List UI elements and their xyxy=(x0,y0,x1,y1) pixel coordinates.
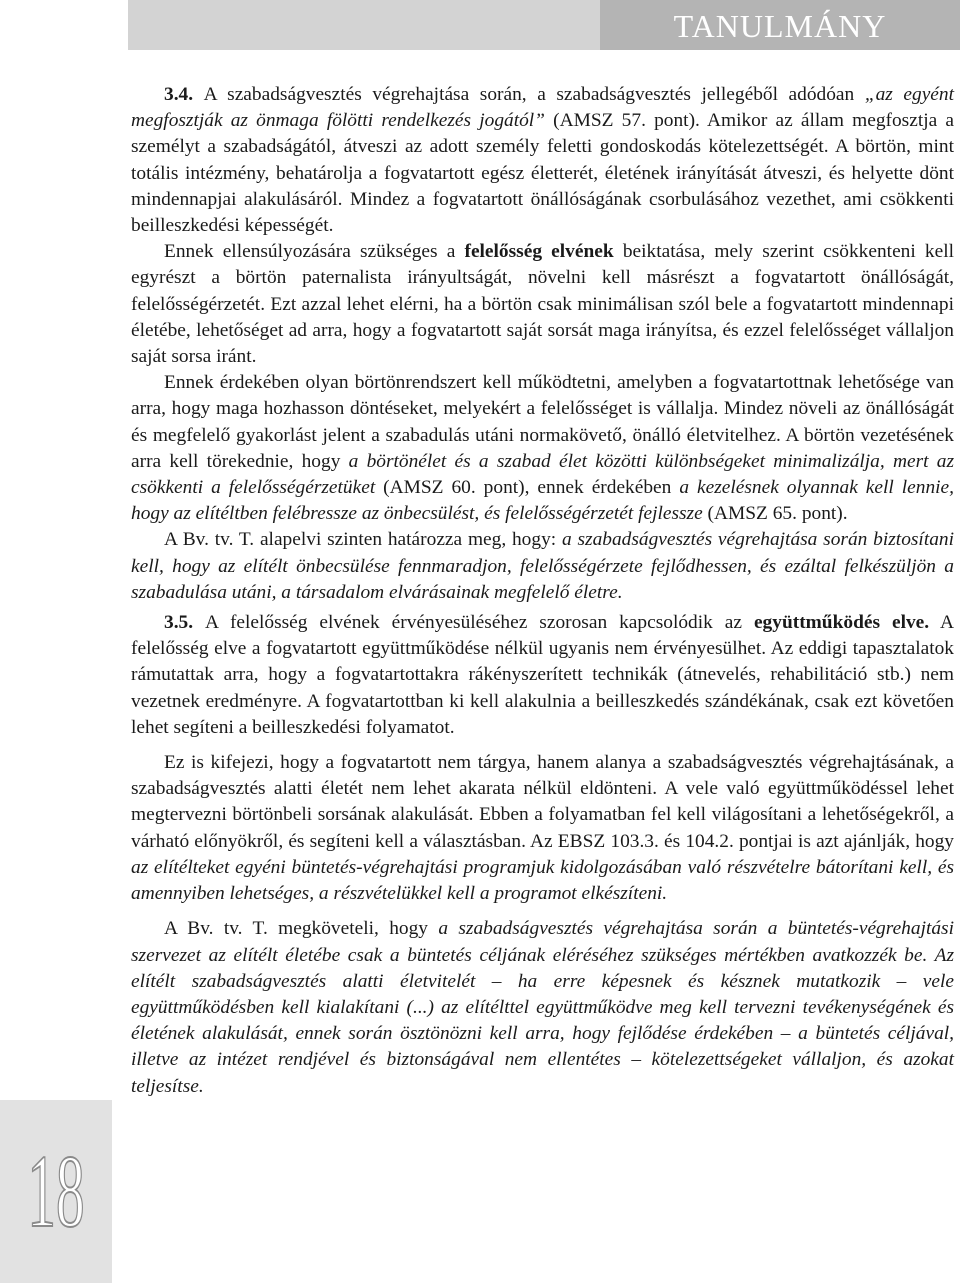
text-run: (AMSZ 65. pont). xyxy=(702,503,848,525)
text-run: A felelősség elve a fogvatartott együttműködése nélkül ugyanis nem érvényesülhet. Az eddigi tapasztalatok rámutattak arra, hogy a fogvatartottakra rákényszerített technikák (átnevelés, rehabilitáció stb.) nem vezetnek eredményre. A fogvatartottban ki kell alakulnia a beilleszkedés szándékának, csak ezt követően lehet segíteni a beilleszkedési folyamatot. xyxy=(131,612,955,738)
text-run: Ez is kifejezi, hogy a fogvatartott nem tárgya, hanem alanya a szabadságvesztés végrehajtásának, a szabadságvesztés alatti életét nem lehet akarata nélkül eldönteni. A vele való együttműködéssel lehet megtervezni börtönbeli sorsának alakulását. Ebben a folyamatban fel kell világosítani a lehetőségekről, a várható előnyökről, és segíteni kell a választásban. Az EBSZ 103.3. és 104.2. pontjai is azt ajánlják, hogy xyxy=(131,752,954,852)
text-run: együttműködés elve. xyxy=(753,612,930,634)
paragraph-prison-system xyxy=(131,370,954,527)
text-run: Ennek ellensúlyozására szükséges a xyxy=(164,241,465,263)
text-run: A Bv. tv. T. alapelvi szinten határozza meg, hogy: xyxy=(164,529,562,551)
page-number-box xyxy=(0,1100,112,1283)
paragraph-subject-not-object xyxy=(131,750,954,907)
text-run: a szabadságvesztés végrehajtása során biztosítani kell, hogy az elítélt önbecsülése fennmaradjon, felelősségérzete fejlődhessen, és ezáltal felkészüljön a szabadulása utáni, a társadalom elvárásainak megfelelő életre. xyxy=(131,529,954,603)
text-run: 3.5. xyxy=(164,612,206,634)
text-run: a szabadságvesztés végrehajtása során a büntetés-végrehajtási szervezet az elítélt életébe csak a büntetés céljának eléréséhez szükséges mértékben avatkozzék be. Az elítélt szabadságvesztés alatti életvitelét – ha erre képesnek és késznek mutatkozik – vele együttműködésben kell kialakítani (...) az elítélttel együttműködve meg kell tervezni tevékenységének és életének alakulását, ennek során ösztönözni kell arra, hogy fejlődése érdekében – a büntetés céljával, illetve az intézet rendjével és biztonságával nem ellentétes – kötelezettségeket vállaljon, és azokat teljesítse. xyxy=(131,918,954,1097)
page-section-title: TANULMÁNY xyxy=(600,0,960,50)
article-body xyxy=(131,82,954,1100)
text-run: „az egyént megfosztják az önmaga fölötti rendelkezés jogától” xyxy=(131,84,955,132)
text-run: a kezelésnek olyannak kell lennie, hogy az elítéltben felébressze az önbecsülést, és felelősségérzetét fejlessze xyxy=(131,477,954,525)
text-run: (AMSZ 57. pont). Amikor az állam megfosztja a személyt a szabadságától, átveszi az adott személy feletti gondoskodás kötelezettségét. A börtön, mint totális intézmény, behatárolja a fogvatartott egész életterét, életének irányítását átveszi, és helyette dönt mindennapjai alakulásáról. Mindez a fogvatartott önállóságának csorbulásához vezethet, ami csökkenti beilleszkedési képességét. xyxy=(131,110,954,237)
text-run: a börtönélet és a szabad élet közötti különbségeket minimalizálja, mert az csökkenti a felelősségérzetüket xyxy=(131,450,954,499)
page-number: 18 xyxy=(27,1134,85,1249)
paragraph-responsibility xyxy=(131,239,954,370)
text-run: A Bv. tv. T. megköveteli, hogy xyxy=(164,918,439,940)
paragraph-3-4 xyxy=(131,82,954,239)
header-band xyxy=(128,0,960,50)
text-run: beiktatása, mely szerint csökkenteni kell egyrészt a börtön paternalista irányultságát, növelni kell másrészt a fogvatartott önállóságát, felelősségérzetét. Ezt azzal lehet elérni, ha a börtön csak minimálisan szól bele a fogvatartott mindennapi életébe, lehetőséget ad arra, hogy a fogvatartott saját sorsát maga irányítsa, és ezzel felelősséget vállaljon saját sorsa iránt. xyxy=(131,241,954,368)
text-run: (AMSZ 60. pont), ennek érdekében xyxy=(375,477,680,499)
text-run: A szabadságvesztés végrehajtása során, a szabadságvesztés jellegéből adódóan xyxy=(203,84,865,105)
paragraph-3-5 xyxy=(131,610,954,741)
paragraph-bv-tv-requirement xyxy=(131,916,954,1099)
text-run: 3.4. xyxy=(164,84,204,105)
text-run: az elítélteket egyéni büntetés-végrehajtási programjuk kidolgozásában való részvételre bátorítani kell, és amennyiben lehetséges, a részvételükkel kell a programot elkészíteni. xyxy=(131,856,954,905)
paragraph-bv-tv-principle xyxy=(131,527,954,606)
text-run: Ennek érdekében olyan börtönrendszert kell működtetni, amelyben a fogvatartottnak lehetősége van arra, hogy maga hozhasson döntéseket, melyekért a felelősséget is vállalja. Mindez növeli az önállóságát és megfelelő gyakorlást jelent a szabadulás utáni normakövető, önálló életvitelhez. A börtön vezetésének arra kell törekednie, hogy xyxy=(131,372,954,472)
text-run: A felelősség elvének érvényesüléséhez szorosan kapcsolódik az xyxy=(205,612,754,634)
text-run: felelősség elvének xyxy=(464,241,614,263)
